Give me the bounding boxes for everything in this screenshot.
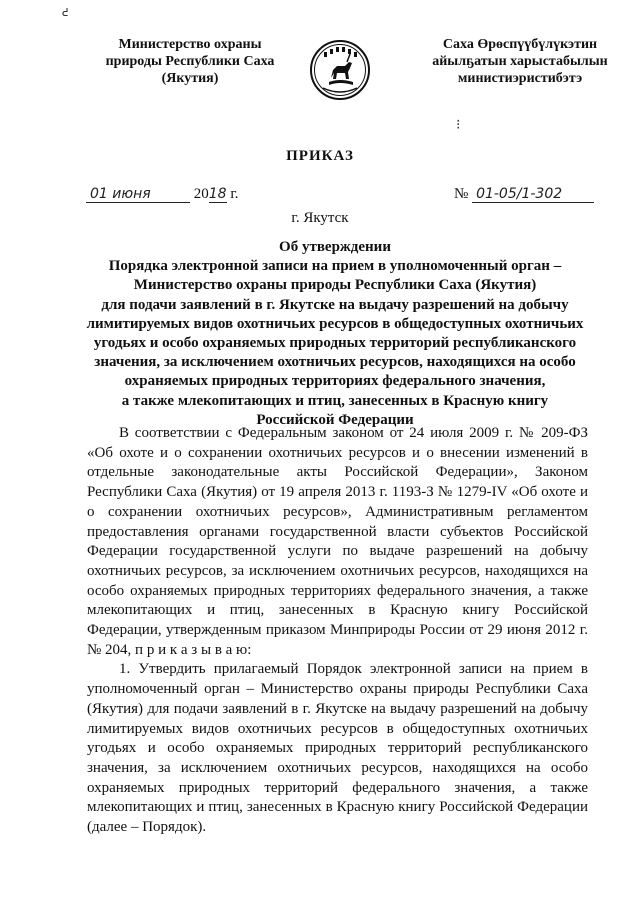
ministry-name-line: природы Республики Саха [105, 54, 275, 69]
sakha-republic-emblem-icon [309, 38, 371, 102]
corner-mark: ᕍ [62, 7, 69, 19]
title-line: Министерство охраны природы Республики Саха (Якутия) [133, 277, 537, 294]
date-year-suffix: г. [230, 186, 239, 202]
handwritten-date: 01 июня [86, 186, 190, 203]
ministry-name-russian [72, 36, 308, 87]
number-sign: № [454, 186, 469, 202]
title-line: для подачи заявлений в г. Якутске на выдачу разрешений на добычу [101, 296, 569, 313]
order-date [86, 186, 239, 206]
title-line: охраняемых природных территориях федерального значения, [124, 373, 546, 390]
title-line: Порядка электронной записи на прием в уполномоченный орган – [108, 258, 562, 275]
title-line: Об утверждении [279, 239, 391, 255]
title-line: угодьях и особо охраняемых природных территорий республиканского [93, 335, 577, 352]
order-number [454, 186, 594, 203]
ministry-name-line: Саха Өрөспүүбүлүкэтин [442, 37, 598, 52]
document-type-heading: ПРИКАЗ [286, 148, 354, 164]
ministry-name-line: Министерство охраны [118, 37, 262, 52]
city-line: г. Якутск [291, 210, 349, 226]
handwritten-year: 18 [208, 186, 227, 202]
clause-paragraph: 1. Утвердить прилагаемый Порядок электронной записи на прием в уполномоченный орган – Министерство охраны природы Республики Саха (Якутия) для подачи заявлений в г. Якутске на выдачу разрешений на добычу лимитируемых видов охотничьих ресурсов в общедоступных охотничьих угодьях и особо охраняемых природных территорий республиканского значения, за исключением охотничьих ресурсов, находящихся на особо охраняемых природных территорий федерального значения, а также млекопитающих и птиц, занесенных в Красную книгу Российской Федерации (далее – Порядок). [87, 661, 588, 836]
ministry-name-sakha [395, 36, 640, 87]
title-line: а также млекопитающих и птиц, занесенных в Красную книгу [121, 392, 549, 409]
preamble-paragraph: В соответствии с Федеральным законом от 24 июля 2009 г. № 209-ФЗ «Об охоте и о сохранении охотничьих ресурсов и о внесении изменений в отдельные законодательные акты Российской Федерации», Законом Республики Саха (Якутия) от 19 апреля 2013 г. 1193-З № 1279-IV «Об охоте и о сохранении охотничьих ресурсов», Административным регламентом предоставления органами государственной власти субъектов Российской Федерации государственной услуги по выдаче разрешений на добычу охотничьих ресурсов, за исключением охотничьих ресурсов, находящихся на особо охраняемых природных территориях федерального значения, а также млекопитающих и птиц, занесенных в Красную книгу Российской Федерации, утвержденным приказом Минприроды России от 29 июня 2012 г. № 204, п р и к а з ы в а ю: [87, 425, 588, 658]
ministry-name-line: (Якутия) [161, 71, 219, 86]
stray-mark: ⁝ [456, 118, 461, 133]
title-line: Российской Федерации [256, 411, 414, 428]
title-line: значения, за исключением охотничьих ресурсов, находящихся на особо [94, 354, 576, 371]
ministry-name-line: министиэристибэтэ [457, 71, 583, 86]
handwritten-number: 01-05/1-302 [472, 186, 594, 203]
ministry-name-line: айылҕатын харыстабылын [432, 54, 608, 69]
date-year-prefix: 20 [193, 186, 209, 202]
order-title [70, 238, 600, 430]
title-line: лимитируемых видов охотничьих ресурсов в общедоступных охотничьих [86, 315, 584, 332]
order-body [87, 424, 588, 838]
